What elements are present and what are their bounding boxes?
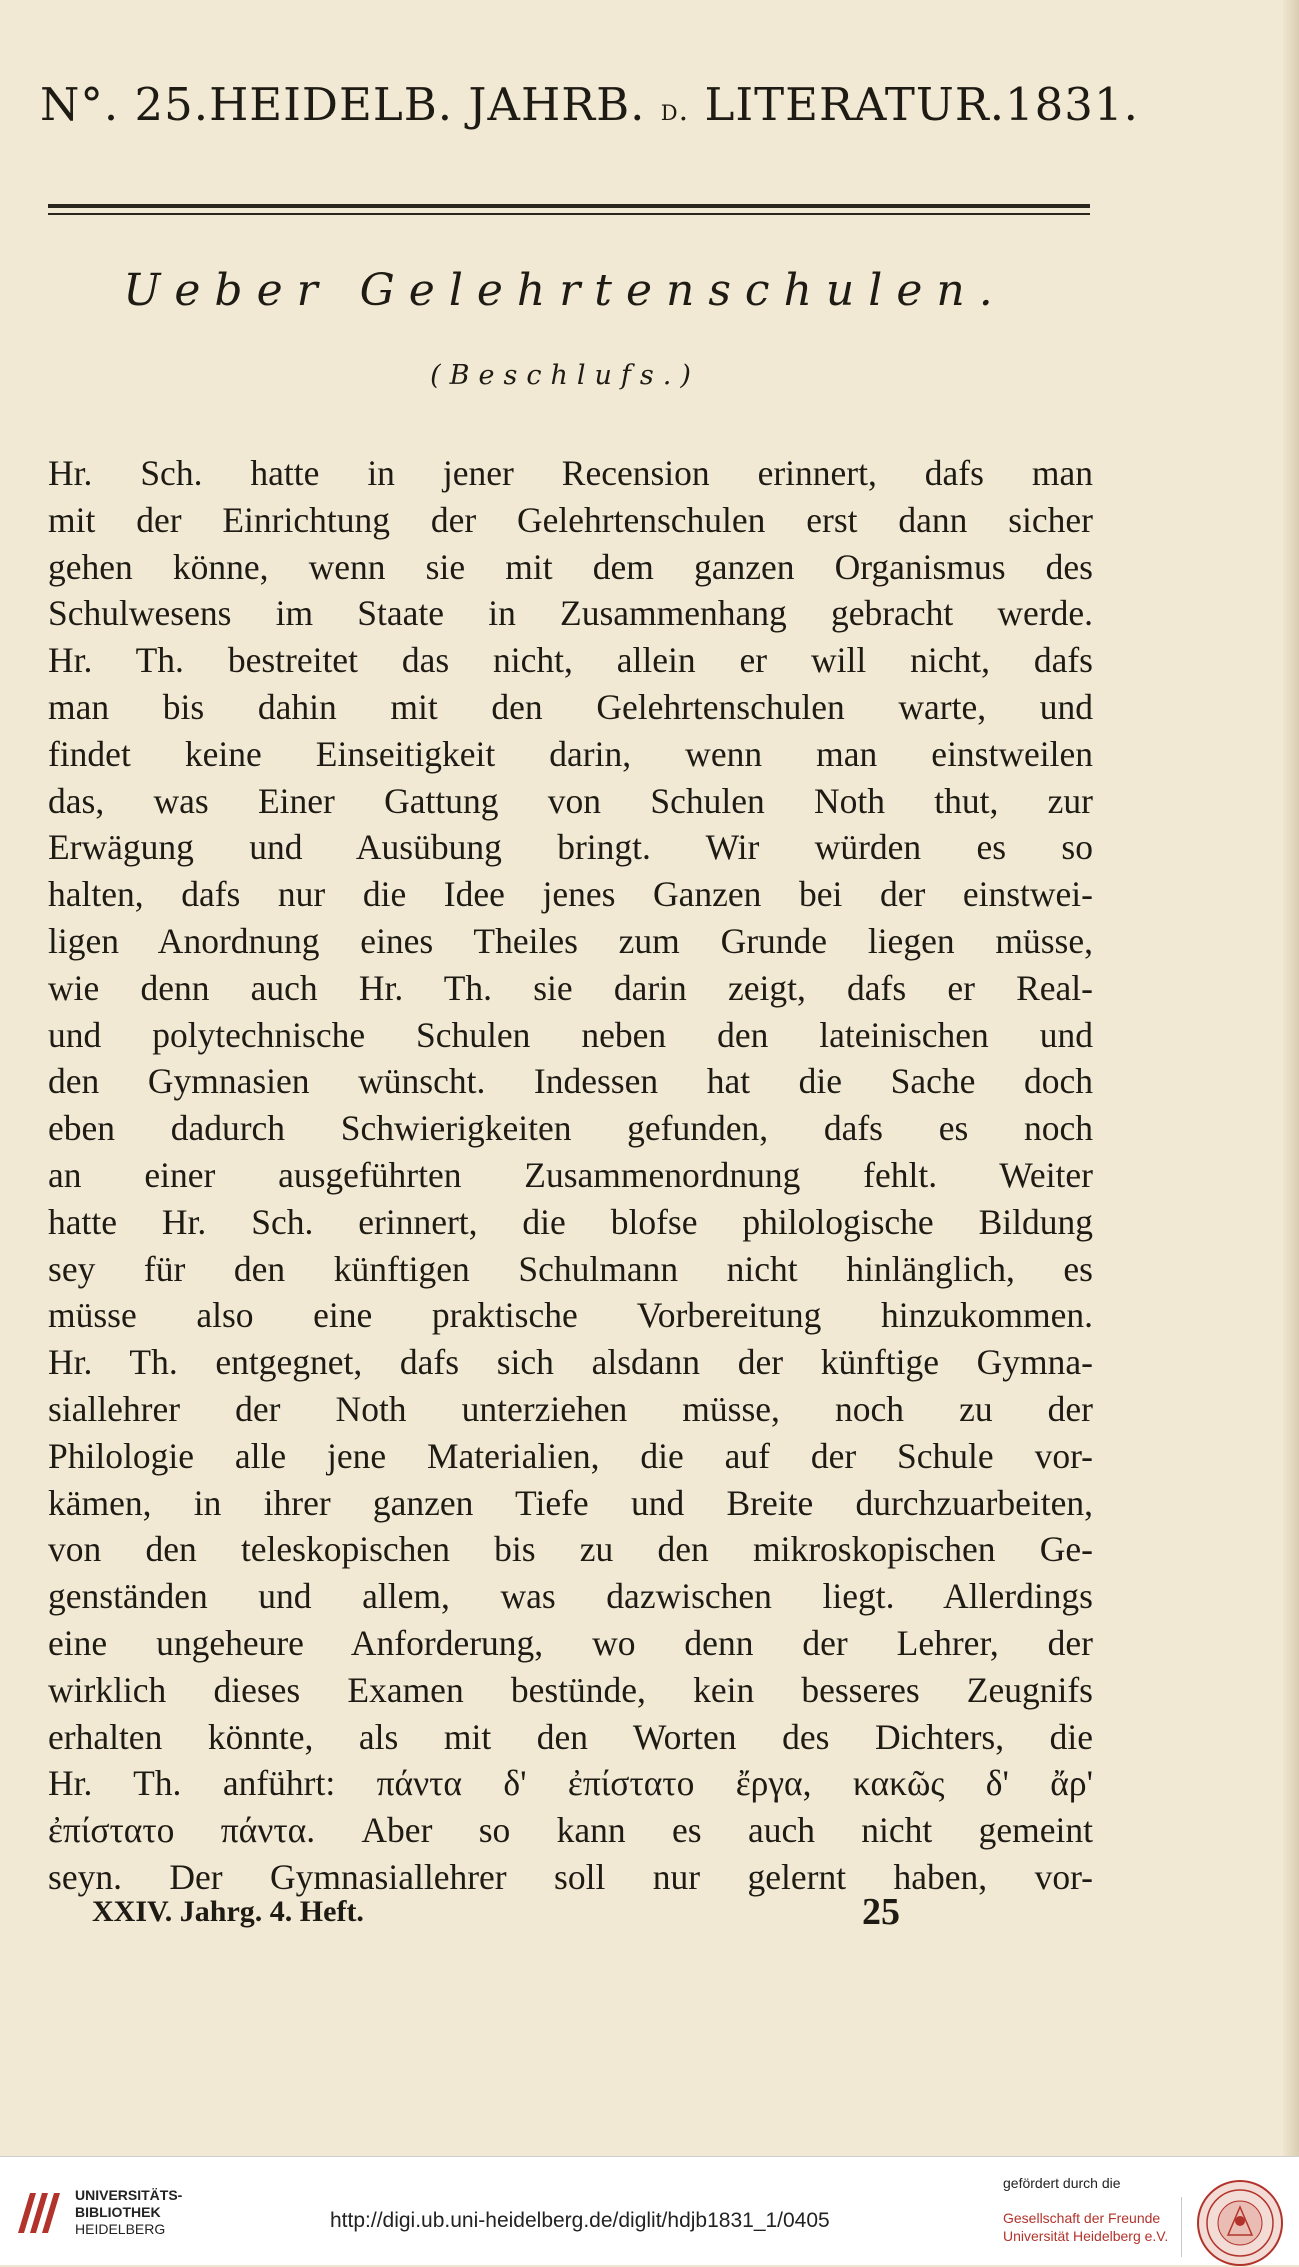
- header-rule-thin: [48, 213, 1090, 215]
- journal-name: [209, 78, 1005, 131]
- university-seal-icon[interactable]: [1196, 2179, 1284, 2267]
- text-line: seyn. Der Gymnasiallehrer soll nur gelernt haben, vor-: [48, 1856, 1093, 1897]
- text-line: Hr. Th. anführt: πάντα δ' ἐπίστατο ἔργα, κακῶς δ' ἄρ': [48, 1763, 1093, 1804]
- text-line: hatte Hr. Sch. erinnert, die blofse philologische Bildung: [48, 1201, 1093, 1242]
- text-line: Hr. Sch. hatte in jener Recension erinnert, dafs man: [48, 453, 1093, 493]
- text-line: eben dadurch Schwierigkeiten gefunden, dafs es noch: [48, 1108, 1093, 1149]
- text-line: und polytechnische Schulen neben den lateinischen und: [48, 1014, 1093, 1055]
- text-line: mit der Einrichtung der Gelehrtenschulen erst dann sicher: [48, 499, 1093, 540]
- page-edge-shadow: [1283, 0, 1299, 2156]
- text-line: Erwägung und Ausübung bringt. Wir würden es so: [48, 827, 1093, 868]
- journal-name-b: LITERATUR.: [704, 78, 1006, 131]
- text-line: genständen und allem, was dazwischen liegt. Allerdings: [48, 1576, 1093, 1617]
- ub-line-2: BIBLIOTHEK: [75, 2204, 161, 2220]
- text-line: ἐπίστατο πάντα. Aber so kann es auch nicht gemeint: [48, 1810, 1093, 1851]
- text-line: ligen Anordnung eines Theiles zum Grunde liegen müsse,: [48, 920, 1093, 961]
- text-line: von den teleskopischen bis zu den mikroskopischen Ge-: [48, 1529, 1093, 1570]
- text-line: Hr. Th. entgegnet, dafs sich alsdann der künftige Gymna-: [48, 1342, 1093, 1383]
- text-line: das, was Einer Gattung von Schulen Noth thut, zur: [48, 780, 1093, 821]
- header-rule-thick: [48, 204, 1090, 208]
- sponsor-divider: [1181, 2197, 1182, 2257]
- text-line: gehen könne, wenn sie mit dem ganzen Organismus des: [48, 546, 1093, 587]
- article-subtitle: (Beschlufs.): [430, 360, 700, 391]
- ub-heidelberg-logo-icon[interactable]: [12, 2185, 66, 2239]
- text-line: wirklich dieses Examen bestünde, kein besseres Zeugnifs: [48, 1669, 1093, 1710]
- issue-number: N°. 25.: [40, 78, 210, 131]
- ub-line-1: UNIVERSITÄTS-: [75, 2187, 183, 2203]
- year: 1831.: [1005, 78, 1139, 131]
- sponsor-caption: gefördert durch die: [1003, 2175, 1121, 2191]
- ub-line-3: HEIDELBERG: [75, 2221, 166, 2237]
- text-line: sey für den künftigen Schulmann nicht hinlänglich, es: [48, 1248, 1093, 1289]
- text-line: halten, dafs nur die Idee jenes Ganzen bei der einstwei-: [48, 874, 1093, 915]
- library-footer-bar: [0, 2156, 1299, 2265]
- journal-name-a: HEIDELB. JAHRB.: [209, 78, 646, 131]
- text-line: Hr. Th. bestreitet das nicht, allein er will nicht, dafs: [48, 640, 1093, 681]
- text-line: den Gymnasien wünscht. Indessen hat die Sache doch: [48, 1061, 1093, 1102]
- article-title: Ueber Gelehrtenschulen.: [123, 265, 1007, 316]
- ub-heidelberg-wordmark: [75, 2187, 182, 2238]
- sponsor-name: [1003, 2209, 1168, 2245]
- text-line: man bis dahin mit den Gelehrtenschulen warte, und: [48, 686, 1093, 727]
- text-line: siallehrer der Noth unterziehen müsse, noch zu der: [48, 1388, 1093, 1429]
- sheet-number: 25: [862, 1891, 900, 1933]
- sponsor-line-2: Universität Heidelberg e.V.: [1003, 2228, 1169, 2244]
- text-line: Philologie alle jene Materialien, die auf der Schule vor-: [48, 1435, 1093, 1476]
- text-line: eine ungeheure Anforderung, wo denn der Lehrer, der: [48, 1622, 1093, 1663]
- text-line: wie denn auch Hr. Th. sie darin zeigt, dafs er Real-: [48, 967, 1093, 1008]
- permalink-url[interactable]: http://digi.ub.uni-heidelberg.de/diglit/hdjb1831_1/0405: [330, 2209, 830, 2232]
- sponsor-line-1: Gesellschaft der Freunde: [1003, 2210, 1161, 2226]
- text-line: an einer ausgeführten Zusammenordnung fehlt. Weiter: [48, 1154, 1093, 1195]
- text-line: Schulwesens im Staate in Zusammenhang gebracht werde.: [48, 593, 1093, 634]
- text-line: findet keine Einseitigkeit darin, wenn man einstweilen: [48, 733, 1093, 774]
- article-body: [48, 450, 1093, 1901]
- journal-name-d: d.: [660, 93, 690, 128]
- text-line: kämen, in ihrer ganzen Tiefe und Breite durchzuarbeiten,: [48, 1482, 1093, 1523]
- text-line: erhalten könnte, als mit den Worten des Dichters, die: [48, 1716, 1093, 1757]
- running-head: [40, 78, 1139, 131]
- text-line: müsse also eine praktische Vorbereitung hinzukommen.: [48, 1295, 1093, 1336]
- signature-mark: XXIV. Jahrg. 4. Heft.: [92, 1895, 364, 1928]
